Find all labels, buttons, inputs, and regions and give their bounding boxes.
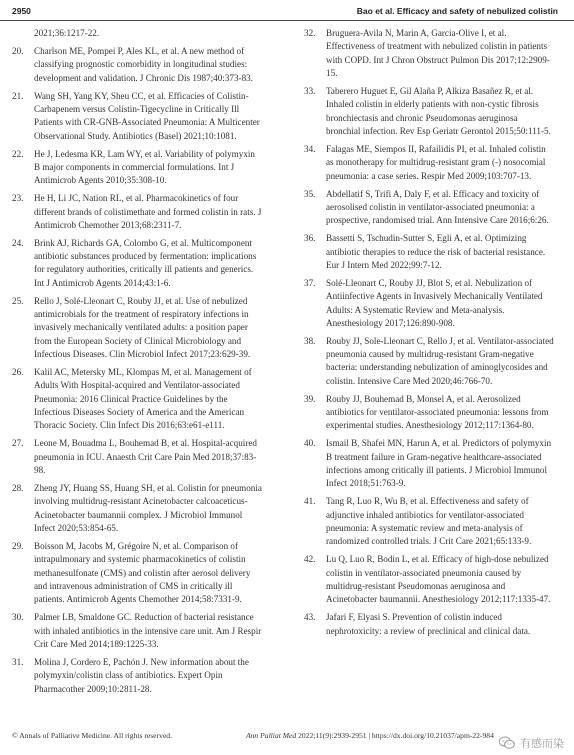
- header-rule: [0, 20, 574, 21]
- reference-text: Palmer LB, Smaldone GC. Reduction of bacterial resistance with inhaled antibiotics in the intensive care unit. Am J Respir Crit Care Med 2014;189:1225-33.: [34, 612, 262, 649]
- reference-item: [304, 437, 554, 490]
- copyright-notice: © Annals of Palliative Medicine. All rights reserved.: [12, 731, 172, 740]
- reference-text: Ismail B, Shafei MN, Harun A, et al. Predictors of polymyxin B treatment failure in Gram-negative healthcare-associated infections among critically ill patients. J Microbiol Immunol Infect 2018;51:763-9.: [326, 438, 552, 489]
- reference-number: 23.: [12, 193, 24, 204]
- reference-item: [304, 85, 554, 138]
- reference-text: Taberero Huguet E, Gil Alaña P, Alkiza Basañez R, et al. Inhaled colistin in elderly patients with non-cystic fibrosis bronchiectasis and chronic Pseudomonas aeruginosa bronchial infection. Rev Esp Geriatr Gerontol 2015;50:111-5.: [326, 85, 551, 136]
- reference-text: Zheng JY, Huang SS, Huang SH, et al. Colistin for pneumonia involving multidrug-resistant Acinetobacter calcoaceticus-Acinetobacter baumannii complex. J Microbiol Immunol Infect 2020;53:854-65.: [34, 483, 262, 534]
- journal-name: Ann Palliat Med: [246, 731, 297, 740]
- reference-text: Bruguera-Avila N, Marin A, Garcia-Olive I, et al. Effectiveness of treatment with nebulized colistin in patients with COPD. Int J Chron Obstruct Pulmon Dis 2017;12:2909-15.: [326, 28, 550, 79]
- reference-number: 32.: [304, 28, 316, 38]
- reference-number: 34.: [304, 143, 316, 154]
- reference-number: 24.: [12, 237, 24, 248]
- reference-item: [304, 495, 554, 548]
- reference-item: [12, 192, 262, 232]
- reference-item: [12, 237, 262, 290]
- page-number: 2950: [12, 6, 31, 16]
- reference-item: [304, 277, 554, 330]
- page-footer: [0, 728, 574, 755]
- reference-item: [304, 553, 554, 606]
- reference-number: 22.: [12, 148, 24, 159]
- reference-text: Brink AJ, Richards GA, Colombo G, et al. Multicomponent antibiotic substances produced by fermentation: implications for regulatory authorities, critically ill patients and generics. Int J Antimicrob Agents 2014;43:1-6.: [34, 237, 257, 288]
- reference-text: Abdellatif S, Trifi A, Daly F, et al. Efficacy and toxicity of aerosolised colistin in ventilator-associated pneumonia: a prospective, randomised trial. Ann Intensive Care 2016;6:26.: [326, 188, 549, 226]
- reference-number: 27.: [12, 438, 24, 449]
- reference-text: Molina J, Cordero E, Pachón J. New information about the polymyxin/colistin class of antibiotics. Expert Opin Pharmacother 2009;10:2811-28.: [34, 656, 249, 694]
- journal-citation: [246, 731, 494, 740]
- reference-item: [12, 45, 262, 85]
- reference-number: 37.: [304, 277, 316, 288]
- reference-number: 31.: [12, 656, 24, 667]
- reference-text: Jafari F, Elyasi S. Prevention of colistin induced nephrotoxicity: a review of preclinical and clinical data.: [326, 612, 531, 636]
- reference-text: Rello J, Solé-Lleonart C, Rouby JJ, et al. Use of nebulized antimicrobials for the treatment of respiratory infections in invasively mechanically ventilated adults: a position paper from the European Society of Clinical Microbiology and Infectious Diseases. Clin Microbiol Infect 2017;23:629-39.: [34, 295, 251, 360]
- reference-item: [12, 295, 262, 362]
- reference-text: Rouby JJ, Bouhemad B, Monsel A, et al. Aerosolized antibiotics for ventilator-associated pneumonia: lessons from experimental studies. Anesthesiology 2012;117:1364-80.: [326, 393, 549, 431]
- reference-item: [12, 540, 262, 607]
- reference-text: Wang SH, Yang KY, Sheu CC, et al. Efficacies of Colistin-Carbapenem versus Colistin-Tigecycline in Critically Ill Patients with CR-GNB-Associated Pneumonia: A Multicenter Observational Study. Antibiotics (Basel) 2021;10:1081.: [34, 90, 260, 141]
- reference-item: [12, 611, 262, 651]
- reference-number: 30.: [12, 612, 24, 623]
- reference-item: [304, 188, 554, 228]
- reference-item: [12, 366, 262, 433]
- reference-item: [12, 656, 262, 696]
- reference-item: [12, 90, 262, 143]
- reference-text: Leone M, Bouadma L, Bouhemad B, et al. Hospital-acquired pneumonia in ICU. Anaesth Crit Care Pain Med 2018;37:83-98.: [34, 438, 257, 476]
- reference-text: Boisson M, Jacobs M, Grégoire N, et al. Comparison of intrapulmonary and systemic pharmacokinetics of colistin methanesulfonate (CMS) and colistin after aerosol delivery and intravenous administration of CMS in critically ill patients. Antimicrob Agents Chemother 2014;58:7331-9.: [34, 540, 251, 605]
- reference-number: 40.: [304, 438, 316, 449]
- reference-number: 35.: [304, 188, 316, 199]
- reference-text: Solé-Lleonart C, Rouby JJ, Blot S, et al. Nebulization of Antiinfective Agents in Invasively Mechanically Ventilated Adults: A Systematic Review and Meta-analysis. Anesthesiology 2017;126:890-908.: [326, 277, 543, 328]
- reference-text: Rouby JJ, Sole-Lleonart C, Rello J, et al. Ventilator-associated pneumonia caused by multidrug-resistant Gram-negative bacteria: understanding nebulization of aminoglycosides and colistin. Intensive Care Med 2020;46:766-70.: [326, 335, 554, 386]
- reference-text: Kalil AC, Metersky ML, Klompas M, et al. Management of Adults With Hospital-acquired and Ventilator-associated Pneumonia: 2016 Clinical Practice Guidelines by the Infectious Diseases Society of America and the American Thoracic Society. Clin Infect Dis 2016;63:e61-e111.: [34, 367, 252, 431]
- references-left-column: [12, 27, 262, 701]
- reference-text: Bassetti S, Tschudin-Sutter S, Egli A, et al. Optimizing antibiotic therapies to reduce the risk of bacterial resistance. Eur J Intern Med 2022;99:7-12.: [326, 233, 546, 270]
- running-title: Bao et al. Efficacy and safety of nebulized colistin: [356, 6, 558, 16]
- reference-number: 28.: [12, 483, 24, 493]
- reference-number: 41.: [304, 496, 316, 507]
- wechat-icon: [498, 736, 516, 750]
- reference-number: 39.: [304, 393, 316, 404]
- reference-number: 25.: [12, 295, 24, 306]
- reference-item: [12, 482, 262, 535]
- reference-item: [12, 27, 262, 40]
- reference-item: [304, 393, 554, 433]
- reference-item: [12, 437, 262, 477]
- reference-number: 42.: [304, 554, 316, 565]
- reference-number: 21.: [12, 90, 24, 101]
- reference-item: [304, 232, 554, 272]
- reference-item: [304, 27, 554, 80]
- reference-text: He H, Li JC, Nation RL, et al. Pharmacokinetics of four different brands of colistimethate and formed colistin in rats. J Antimicrob Chemother 2013;68:2311-7.: [34, 193, 262, 230]
- watermark-text: 有感而染: [520, 737, 564, 750]
- watermark: [498, 735, 564, 751]
- reference-number: 20.: [12, 45, 24, 56]
- page-header: [0, 0, 574, 18]
- reference-text: Charlson ME, Pompei P, Ales KL, et al. A new method of classifying prognostic comorbidity in longitudinal studies: development and validation. J Chronic Dis 1987;40:373-83.: [34, 45, 253, 83]
- reference-item: [12, 148, 262, 188]
- references-right-column: [304, 27, 554, 643]
- reference-number: 38.: [304, 335, 316, 346]
- reference-item: [304, 143, 554, 183]
- reference-number: 33.: [304, 85, 316, 96]
- reference-text: 2021;36:1217-22.: [34, 28, 100, 38]
- reference-item: [304, 611, 554, 638]
- reference-text: Lu Q, Luo R, Bodin L, et al. Efficacy of high-dose nebulized colistin in ventilator-associated pneumonia caused by multidrug-resistant Pseudomonas aeruginosa and Acinetobacter baumannii. Anesthesiology 2012;117:1335-47.: [326, 554, 551, 605]
- reference-text: Falagas ME, Siempos II, Rafailidis PI, et al. Inhaled colistin as monotherapy for multidrug-resistant gram (-) nosocomial pneumonia: a case series. Respir Med 2009;103:707-13.: [326, 143, 546, 181]
- reference-text: Tang R, Luo R, Wu B, et al. Effectiveness and safety of adjunctive inhaled antibiotics for ventilator-associated pneumonia: A systematic review and meta-analysis of randomized controlled trials. J Crit Care 2021;65:133-9.: [326, 496, 532, 547]
- reference-item: [304, 335, 554, 388]
- reference-number: 29.: [12, 540, 24, 551]
- reference-number: 43.: [304, 612, 316, 623]
- reference-number: 36.: [304, 233, 316, 244]
- reference-number: 26.: [12, 367, 24, 378]
- reference-text: He J, Ledesma KR, Lam WY, et al. Variability of polymyxin B major components in commercial formulations. Int J Antimicrob Agents 2010;35:308-10.: [34, 148, 255, 186]
- citation-details: 2022;11(9):2939-2951 | https://dx.doi.org/10.21037/apm-22-984: [298, 731, 494, 740]
